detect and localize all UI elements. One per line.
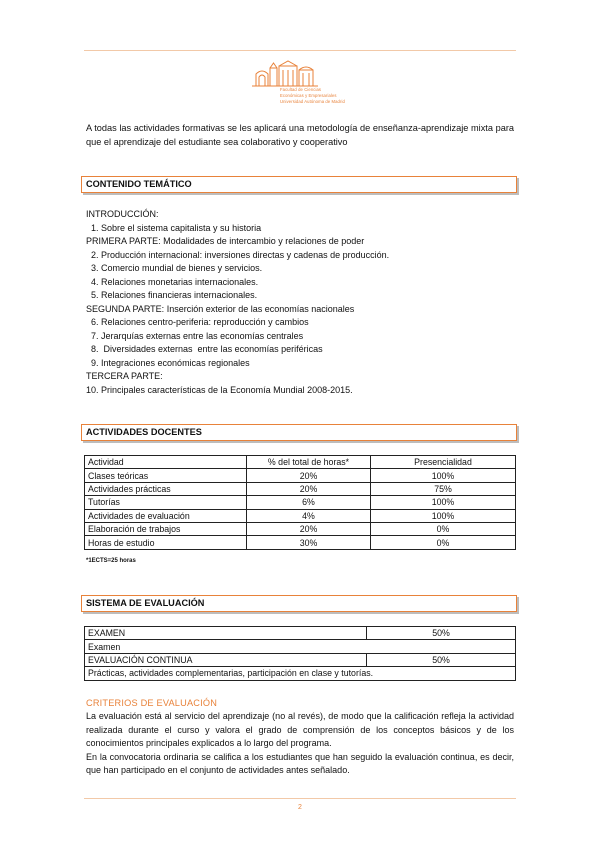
table-cell: 100%	[371, 496, 516, 509]
table-row	[85, 667, 516, 680]
table-row	[85, 536, 516, 549]
content-line: 6. Relaciones centro-periferia: reproducción y cambios	[86, 317, 309, 327]
table-cell: 0%	[371, 522, 516, 535]
table-row	[85, 653, 516, 666]
table-row	[85, 522, 516, 535]
header-rule	[84, 50, 516, 51]
table-row	[85, 469, 516, 482]
table-header-cell: Actividad	[85, 456, 247, 469]
table-cell: 6%	[247, 496, 371, 509]
evaluation-table	[84, 626, 516, 681]
table-row	[85, 496, 516, 509]
criteria-paragraph: La evaluación está al servicio del aprendizaje (no al revés), de modo que la calificación refleja la actividad realizada durante el curso y valora el grado de comprensión de los conceptos básicos y de los conocimientos principales explicados a lo largo del programa.	[86, 711, 514, 749]
content-line: 9. Integraciones económicas regionales	[86, 357, 250, 368]
table-header-cell: Presencialidad	[371, 456, 516, 469]
table-cell: EXAMEN	[85, 627, 367, 640]
table-cell: EVALUACIÓN CONTINUA	[85, 653, 367, 666]
table-cell: Tutorías	[85, 496, 247, 509]
table-cell: 20%	[247, 482, 371, 495]
table-cell: 0%	[371, 536, 516, 549]
content-line: 5. Relaciones financieras internacionales.	[86, 290, 258, 300]
content-line: INTRODUCCIÓN:	[86, 209, 159, 219]
table-cell: 50%	[367, 653, 516, 666]
table-row	[85, 640, 516, 653]
criteria-text	[86, 710, 514, 778]
table-row	[85, 509, 516, 522]
section-actividades-title: ACTIVIDADES DOCENTES	[81, 424, 517, 441]
footer-rule	[84, 798, 516, 799]
table-cell: Prácticas, actividades complementarias, participación en clase y tutorías.	[85, 667, 516, 680]
table-header-cell: % del total de horas*	[247, 456, 371, 469]
table-cell: Elaboración de trabajos	[85, 522, 247, 535]
logo-line-3: Universidad Autónoma de Madrid	[280, 99, 345, 104]
content-line: SEGUNDA PARTE: Inserción exterior de las economías nacionales	[86, 303, 355, 314]
criteria-title: CRITERIOS DE EVALUACIÓN	[86, 698, 218, 708]
intro-paragraph: A todas las actividades formativas se les aplicará una metodología de enseñanza-aprendizaje mixta para que el aprendizaje del estudiante sea colaborativo y cooperativo	[86, 123, 514, 147]
table-cell: Clases teóricas	[85, 469, 247, 482]
table-cell: 20%	[247, 522, 371, 535]
content-line: 3. Comercio mundial de bienes y servicios.	[86, 263, 263, 273]
page-number: 2	[298, 804, 302, 811]
table-cell: 30%	[247, 536, 371, 549]
activities-table	[84, 455, 516, 550]
content-line: 8. Diversidades externas entre las economías periféricas	[86, 344, 323, 354]
table-row	[85, 627, 516, 640]
table-cell: 50%	[367, 627, 516, 640]
table-header-row	[85, 456, 516, 469]
content-line: 1. Sobre el sistema capitalista y su historia	[86, 222, 262, 233]
table-cell: 100%	[371, 469, 516, 482]
table-row	[85, 482, 516, 495]
criteria-paragraph: En la convocatoria ordinaria se califica a los estudiantes que han seguido la evaluación continua, es decir, que han participado en el conjunto de actividades antes señalado.	[86, 751, 514, 776]
table-cell: 100%	[371, 509, 516, 522]
section-contenido-title: CONTENIDO TEMÁTICO	[81, 176, 517, 193]
logo-line-2: Económicas y Empresariales	[280, 93, 337, 98]
content-line: TERCERA PARTE:	[86, 371, 163, 381]
logo-line-1: Facultad de Ciencias	[280, 87, 322, 92]
section-evaluacion-title: SISTEMA DE EVALUACIÓN	[81, 595, 517, 612]
content-line: 10. Principales características de la Economía Mundial 2008-2015.	[86, 384, 353, 395]
table-cell: 20%	[247, 469, 371, 482]
content-line: 2. Producción internacional: inversiones directas y cadenas de producción.	[86, 249, 390, 260]
table-cell: Actividades de evaluación	[85, 509, 247, 522]
table-cell: 4%	[247, 509, 371, 522]
table-cell: Examen	[85, 640, 516, 653]
table-cell: 75%	[371, 482, 516, 495]
content-line: 4. Relaciones monetarias internacionales.	[86, 276, 259, 287]
content-line: 7. Jerarquías externas entre las economías centrales	[86, 330, 304, 341]
table-cell: Horas de estudio	[85, 536, 247, 549]
content-line: PRIMERA PARTE: Modalidades de intercambio y relaciones de poder	[86, 236, 365, 246]
table-cell: Actividades prácticas	[85, 482, 247, 495]
ects-note: *1ECTS=25 horas	[86, 558, 136, 564]
